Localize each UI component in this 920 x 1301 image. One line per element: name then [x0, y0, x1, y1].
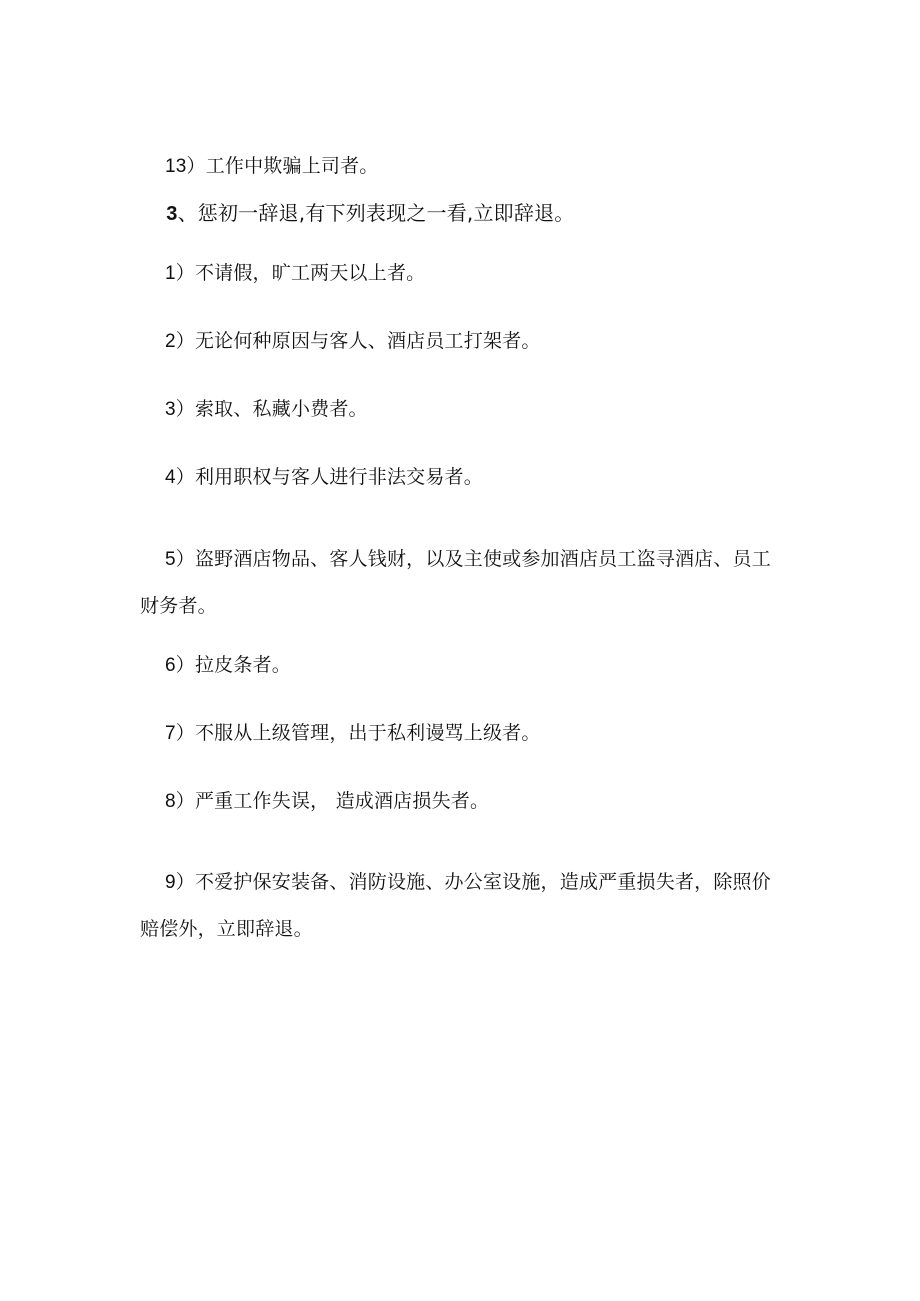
clause-item-9: [140, 813, 790, 998]
item-number: 9）: [164, 872, 195, 893]
item-number: 1）: [164, 263, 195, 284]
item-text: 不爱护保安装备、消防设施、办公室设施，造成严重损失者，除照价赔偿外，立即辞退。: [140, 871, 771, 940]
item-text: 盗野酒店物品、客人钱财，以及主使或参加酒店员工盗寻酒店、员工财务者。: [140, 548, 771, 617]
item-number: 7）: [164, 723, 195, 744]
item-number: 13）: [164, 156, 206, 177]
item-text: 工作中欺骗上司者。: [205, 155, 379, 177]
item-number: 4）: [164, 467, 195, 488]
item-text: 索取、私藏小费者。: [194, 398, 368, 420]
item-text: 严重工作失误， 造成酒店损失者。: [194, 790, 490, 812]
item-text: 利用职权与客人进行非法交易者。: [194, 466, 483, 488]
item-text: 无论何种原因与客人、酒店员工打架者。: [194, 330, 541, 352]
item-number: 3）: [164, 399, 195, 420]
item-text: 不服从上级管理，出于私利谩骂上级者。: [194, 722, 541, 744]
item-text: 不请假，旷工两天以上者。: [194, 262, 426, 284]
item-text: 拉皮条者。: [194, 654, 291, 676]
item-number: 6）: [164, 655, 195, 676]
item-number: 8）: [164, 791, 195, 812]
item-number: 2）: [164, 331, 195, 352]
section-text: 、惩初一辞退,有下列表现之一看,立即辞退。: [177, 201, 575, 225]
section-number: 3: [166, 203, 178, 225]
item-number: 5）: [164, 549, 195, 570]
